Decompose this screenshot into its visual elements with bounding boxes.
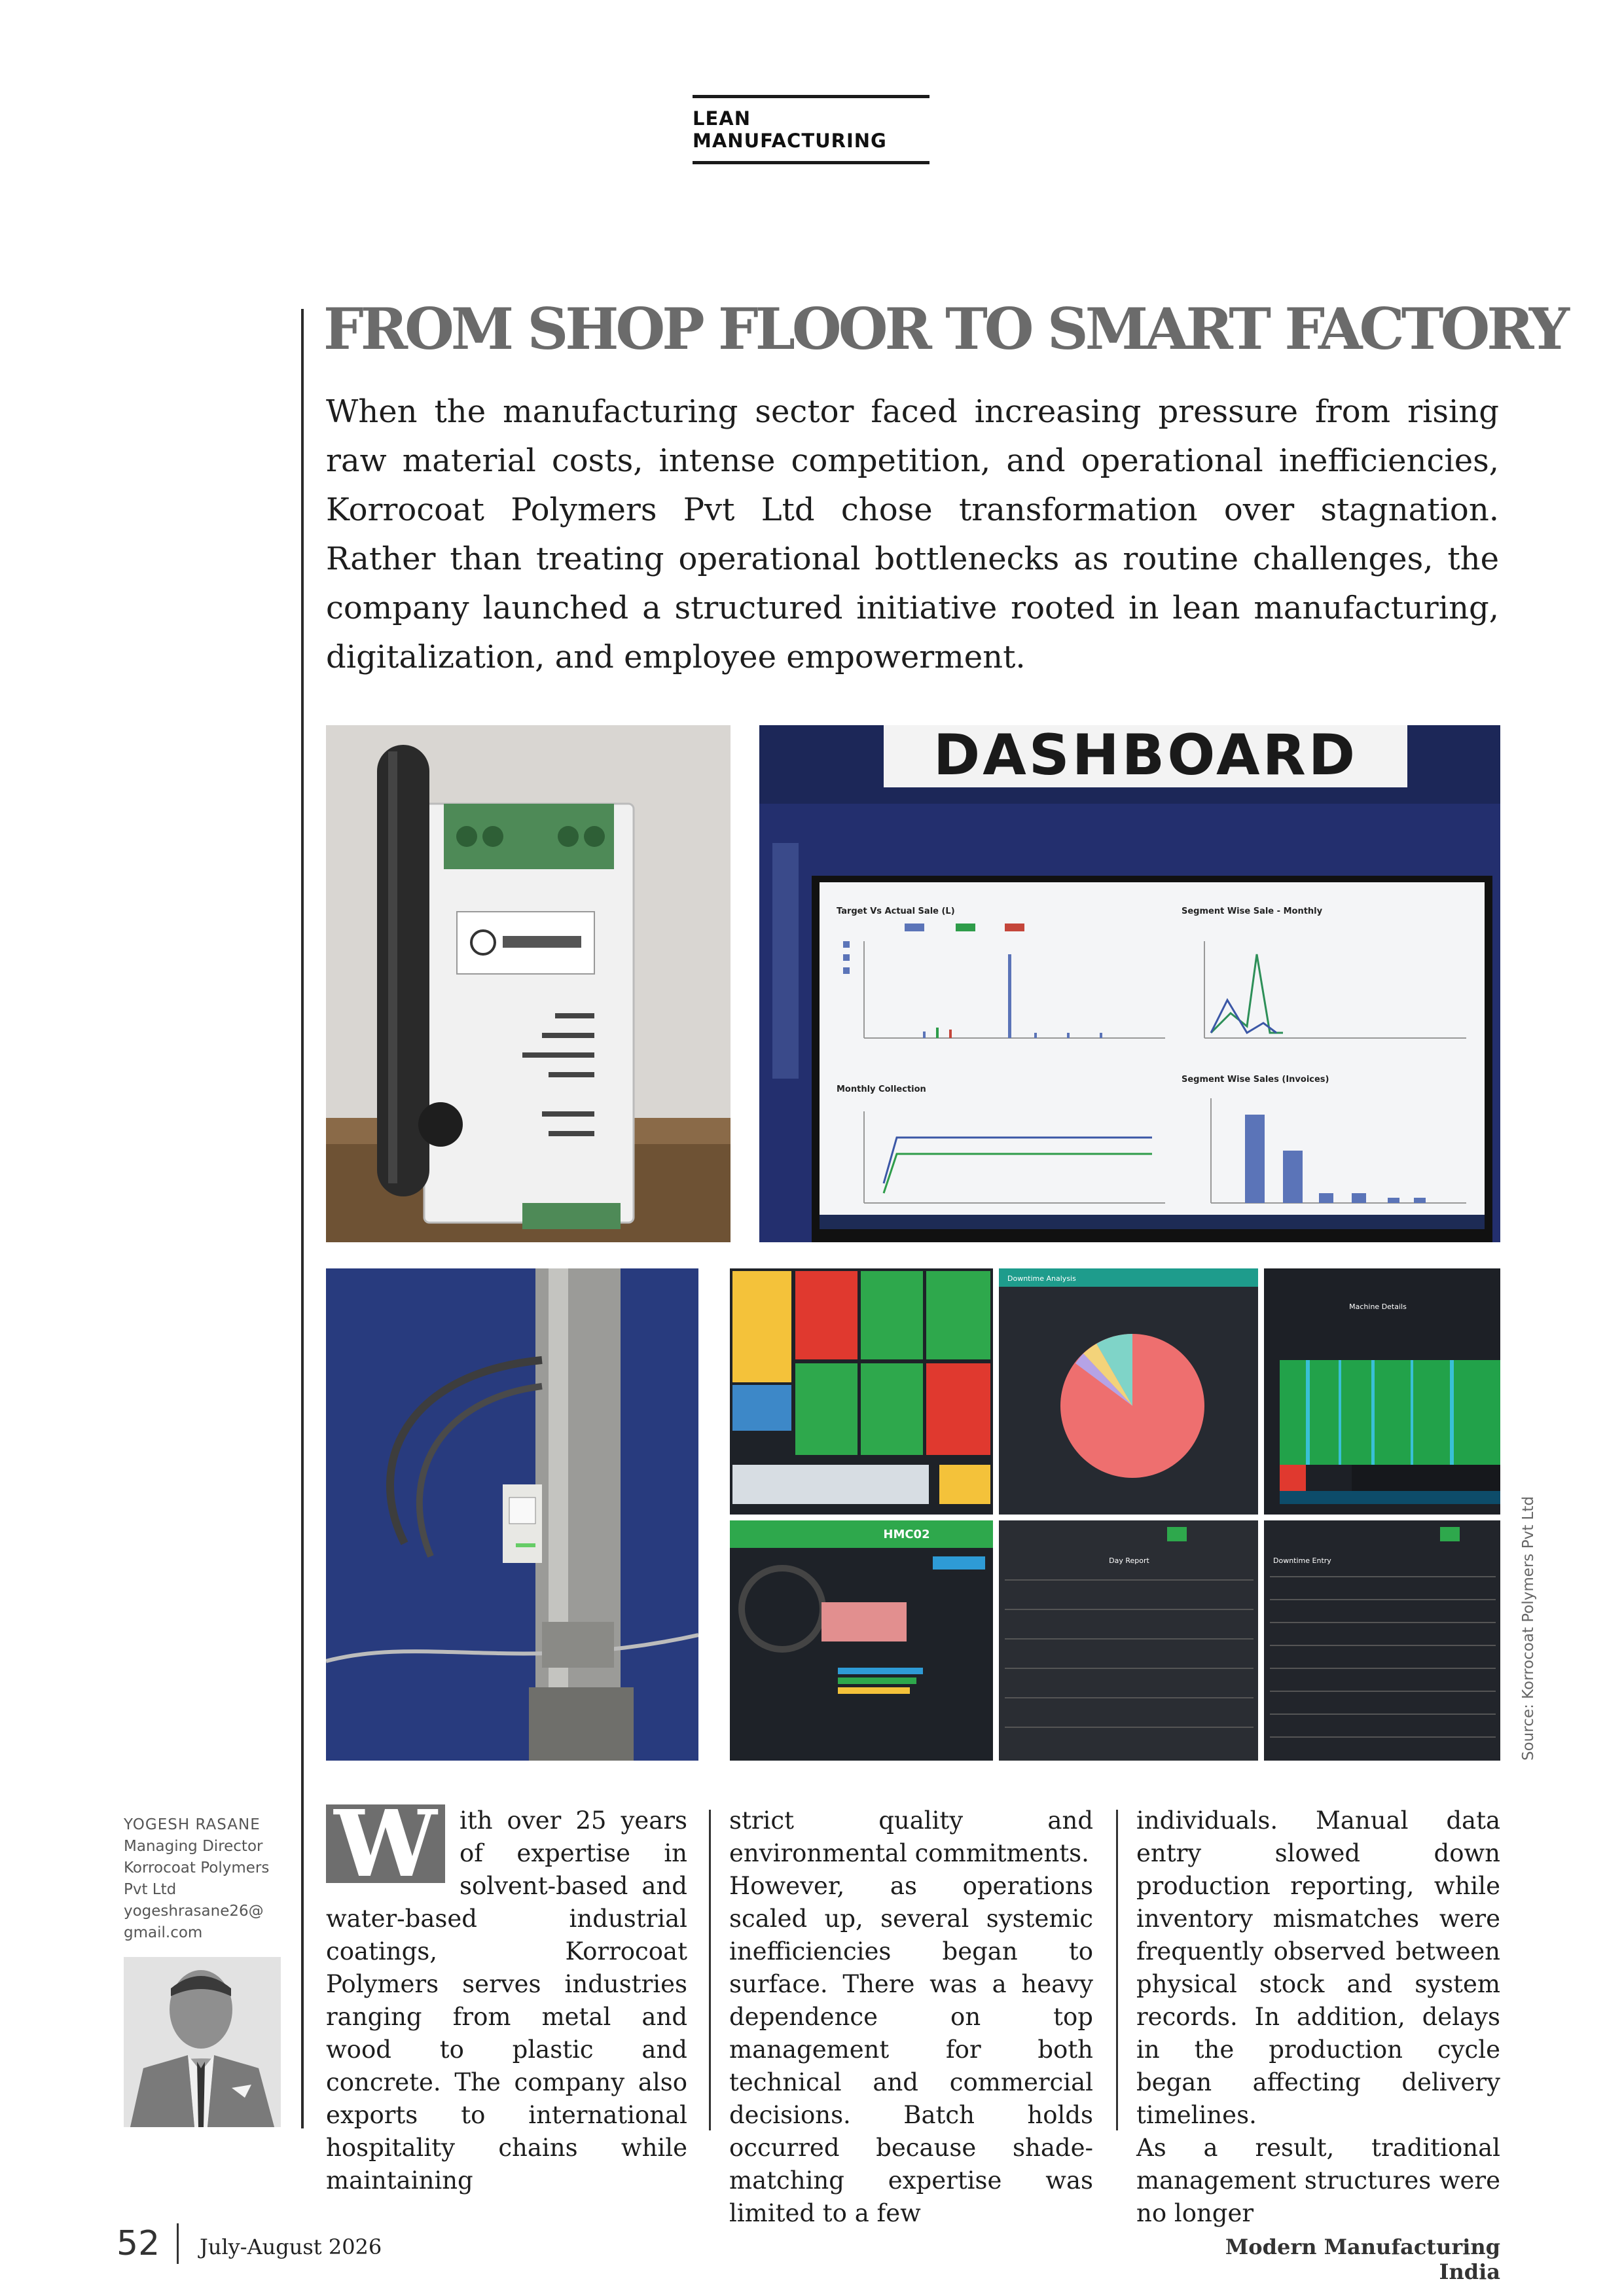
- headline: FROM SHOP FLOOR TO SMART FACTORY: [323, 295, 1566, 363]
- column-divider-2: [1116, 1810, 1118, 2130]
- body-column-1: [326, 1791, 687, 2197]
- source-credit: Source: Korrocoat Polymers Pvt Ltd: [1520, 1496, 1537, 1761]
- page-number: 52: [117, 2224, 160, 2263]
- screenshot-collage: [730, 1268, 1500, 1761]
- dashboard-sign: DASHBOARD: [933, 725, 1358, 788]
- issue-date: July-August 2026: [200, 2234, 382, 2259]
- author-company-line-2: Pvt Ltd: [124, 1881, 177, 1898]
- dashboard-monitor-photo: [759, 725, 1500, 1242]
- intro-paragraph: When the manufacturing sector faced increasing pressure from rising raw material costs, intense competition, and operational inefficiencies, Korrocoat Polymers Pvt Ltd chose transformation over stagnation. Rather than treating operational bottlenecks as routine challenges, the company launched a structured initiative rooted in lean manufacturing, digitalization, and employee empowerment.: [326, 393, 1499, 675]
- screen-machine-title: Machine Details: [1349, 1302, 1407, 1311]
- drop-cap: W: [326, 1804, 445, 1883]
- chart4-title: Segment Wise Sales (Invoices): [1182, 1075, 1329, 1085]
- body-column-3-para-2: As a result, traditional management structures were no longer: [1136, 2134, 1500, 2227]
- author-byline: [124, 1814, 281, 1944]
- column-divider-1: [709, 1810, 711, 2130]
- sensor-pipe-photo: [326, 1268, 698, 1761]
- author-photo: [124, 1957, 281, 2127]
- screen-report-title: Day Report: [1109, 1556, 1149, 1565]
- screen-downtime-title: Downtime Analysis: [1007, 1274, 1076, 1283]
- author-name: YOGESH RASANE: [124, 1816, 261, 1833]
- chart1-title: Target Vs Actual Sale (L): [837, 906, 955, 916]
- chart3-title: Monthly Collection: [837, 1085, 926, 1094]
- iot-device-photo: [326, 725, 731, 1242]
- author-email-line-1[interactable]: yogeshrasane26@: [124, 1903, 264, 1920]
- screen-hmc-title: HMC02: [883, 1528, 930, 1541]
- section-tag: LEAN MANUFACTURING: [693, 95, 929, 164]
- author-company-line-1: Korrocoat Polymers: [124, 1859, 270, 1876]
- body-column-2: [729, 1804, 1093, 2230]
- author-role: Managing Director: [124, 1838, 263, 1855]
- magazine-name: Modern Manufacturing India: [1225, 2234, 1500, 2284]
- chart2-title: Segment Wise Sale - Monthly: [1182, 906, 1323, 916]
- author-email-line-2[interactable]: gmail.com: [124, 1924, 203, 1941]
- body-column-2-para-1: strict quality and environmental commitments.: [729, 1806, 1093, 1867]
- footer-divider: [177, 2223, 179, 2264]
- body-column-2-para-2: However, as operations scaled up, several systemic inefficiencies began to surface. There was a heavy dependence on top management for both technical and commercial decisions. Batch holds occurred because shade-matching expertise was limited to a few: [729, 1872, 1093, 2227]
- screen-entry-title: Downtime Entry: [1273, 1556, 1331, 1565]
- left-rule: [301, 309, 304, 2128]
- body-column-1-text: ith over 25 years of expertise in solvent-based and water-based industrial coatings, Korrocoat Polymers serves industries ranging from metal and wood to plastic and concrete. The company also exports to international hospitality chains while maintaining: [326, 1806, 687, 2195]
- body-column-3: [1136, 1804, 1500, 2230]
- body-column-3-para-1: individuals. Manual data entry slowed down production reporting, while inventory mismatches were frequently observed between physical stock and system records. In addition, delays in the production cycle began affecting delivery timelines.: [1136, 1806, 1500, 2129]
